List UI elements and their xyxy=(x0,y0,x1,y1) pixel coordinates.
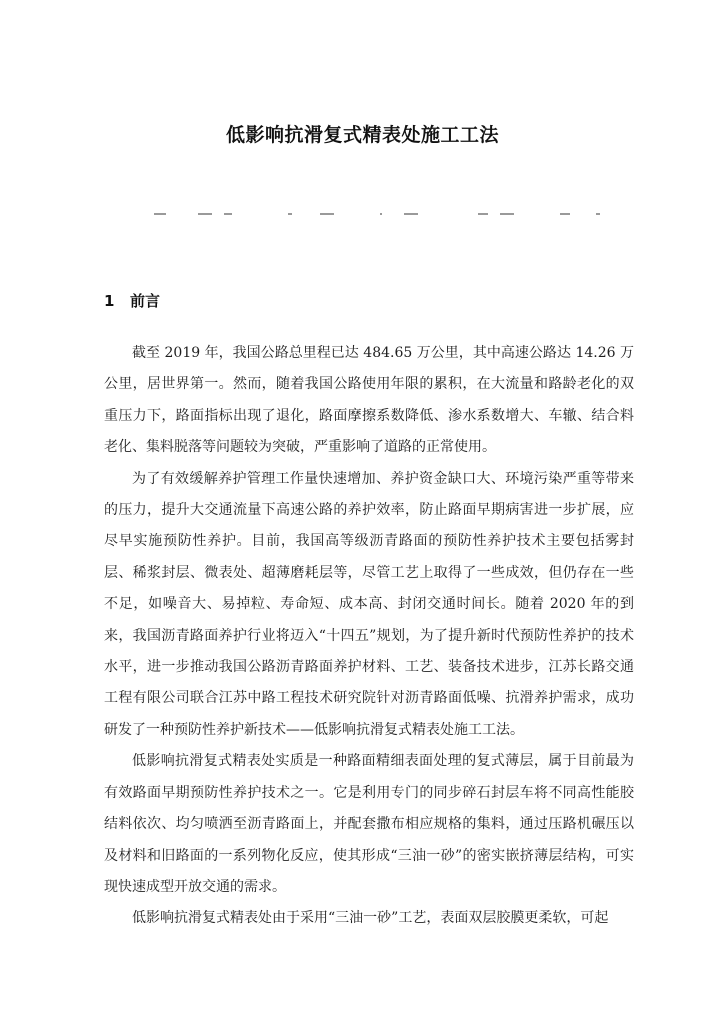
scan-mark xyxy=(198,213,212,215)
paragraph: 低影响抗滑复式精表处实质是一种路面精细表面处理的复式薄层，属于目前最为有效路面早期预防性养护技术之一。它是利用专门的同步碎石封层车将不同高性能胶结料依次、均匀喷洒至沥青路面上，并配套撒布相应规格的集料，通过压路机碾压以及材料和旧路面的一系列物化反应，使其形成“三油一砂”的密实嵌挤薄层结构，可实现快速成型开放交通的需求。 xyxy=(104,753,634,895)
scan-mark xyxy=(288,213,292,215)
scan-mark xyxy=(404,213,418,215)
page-title: 低影响抗滑复式精表处施工工法 xyxy=(225,124,499,146)
scan-artifact-line xyxy=(148,208,608,222)
section-number: 1 xyxy=(104,292,115,310)
section-title: 前言 xyxy=(130,292,161,310)
scan-mark xyxy=(320,213,334,215)
scan-mark xyxy=(478,213,488,215)
scan-mark xyxy=(596,213,600,215)
scan-mark xyxy=(154,213,166,215)
section-heading xyxy=(104,290,160,311)
paragraph: 截至 2019 年，我国公路总里程已达 484.65 万公里，其中高速公路达 14.26 万公里，居世界第一。然而，随着我国公路使用年限的累积，在大流量和路龄老化的双重压力下，路面指标出现了退化，路面摩擦系数降低、渗水系数增大、车辙、结合料老化、集料脱落等问题较为突破，严重影响了道路的正常使用。 xyxy=(104,345,634,456)
scan-mark xyxy=(380,213,382,215)
scan-mark xyxy=(224,213,232,215)
paragraph: 低影响抗滑复式精表处由于采用“三油一砂”工艺，表面双层胶膜更柔软，可起 xyxy=(132,910,609,927)
scan-mark xyxy=(560,213,570,215)
scan-mark xyxy=(500,213,514,215)
body-text xyxy=(104,338,634,935)
paragraph: 为了有效缓解养护管理工作量快速增加、养护资金缺口大、环境污染严重等带来的压力，提升大交通流量下高速公路的养护效率，防止路面早期病害进一步扩展，应尽早实施预防性养护。目前，我国高等级沥青路面的预防性养护技术主要包括雾封层、稀浆封层、微表处、超薄磨耗层等，尽管工艺上取得了一些成效，但仍存在一些不足，如噪音大、易掉粒、寿命短、成本高、封闭交通时间长。随着 2020 年的到来，我国沥青路面养护行业将迈入“十四五”规划，为了提升新时代预防性养护的技术水平，进一步推动我国公路沥青路面养护材料、工艺、装备技术进步，江苏长路交通工程有限公司联合江苏中路工程技术研究院针对沥青路面低噪、抗滑养护需求，成功研发了一种预防性养护新技术——低影响抗滑复式精表处施工工法。 xyxy=(104,470,634,738)
